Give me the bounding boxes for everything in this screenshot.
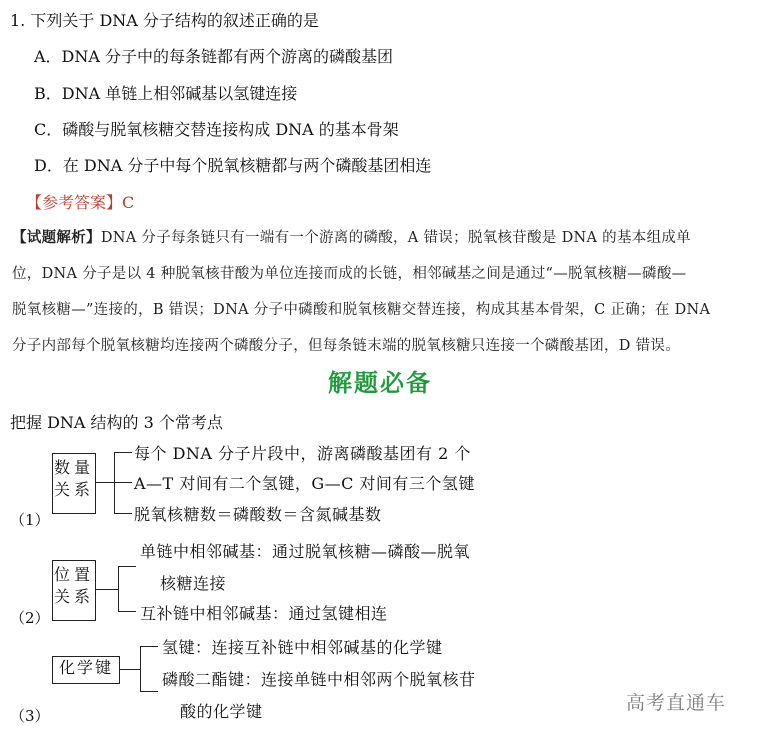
point-2-label-line-1: 位置 — [53, 565, 94, 584]
analysis-line-1-text: DNA 分子每条链只有一端有一个游离的磷酸，A 错误；脱氧核苷酸是 DNA 的基本组成单 — [100, 230, 691, 246]
reference-answer: 【参考答案】C — [26, 193, 135, 212]
point-2-bracket-vertical — [118, 566, 119, 612]
point-3-label-box — [52, 656, 120, 684]
point-1-label-box — [52, 453, 96, 514]
point-3-bracket-bottom — [140, 691, 158, 692]
point-1-bracket-middle — [114, 482, 132, 483]
point-3-item-3: 酸的化学键 — [180, 702, 263, 721]
point-3-label-line-1: 化学键 — [58, 658, 113, 677]
analysis-line-3: 脱氧核糖—”连接的，B 错误；DNA 分子中磷酸和脱氧核糖交替连接，构成其基本骨架，C 正确；在 DNA — [12, 302, 711, 318]
watermark: 高考直通车 — [626, 692, 727, 714]
analysis-line-1 — [12, 226, 691, 247]
point-3-bracket-vertical — [140, 646, 141, 692]
option-b: B．DNA 单链上相邻碱基以氢键连接 — [34, 84, 298, 103]
point-2-label-line-2: 关系 — [53, 587, 94, 606]
point-2-item-1: 单链中相邻碱基：通过脱氧核糖—磷酸—脱氧 — [140, 542, 471, 561]
point-3-item-2: 磷酸二酯键：连接单链中相邻两个脱氧核苷 — [162, 670, 476, 689]
question-text: 下列关于 DNA 分子结构的叙述正确的是 — [30, 11, 319, 30]
point-1-label-line-1: 数量 — [53, 458, 94, 477]
point-1-connector — [96, 482, 114, 483]
point-3-item-1: 氢键：连接互补链中相邻碱基的化学键 — [162, 638, 443, 657]
analysis-line-2: 位，DNA 分子是以 4 种脱氧核苷酸为单位连接而成的长链，相邻碱基之间是通过“—脱氧核糖—磷酸— — [12, 266, 687, 282]
point-2-label-box — [52, 560, 96, 621]
point-2-bracket-top — [118, 566, 136, 567]
point-1-index: （1） — [10, 511, 50, 529]
question-number: 1. — [10, 11, 26, 30]
point-3-index: （3） — [10, 707, 50, 725]
section-heading: 解题必备 — [328, 368, 432, 397]
point-2-index: （2） — [10, 609, 50, 627]
option-d: D．在 DNA 分子中每个脱氧核糖都与两个磷酸基团相连 — [34, 156, 432, 175]
point-2-connector — [96, 589, 118, 590]
option-a: A．DNA 分子中的每条链都有两个游离的磷酸基团 — [34, 47, 394, 66]
point-2-item-2: 核糖连接 — [160, 574, 227, 593]
analysis-tag: 【试题解析】 — [12, 229, 101, 246]
section-intro: 把握 DNA 结构的 3 个常考点 — [10, 413, 223, 432]
question-stem — [10, 8, 319, 31]
point-1-item-1: 每个 DNA 分子片段中，游离磷酸基团有 2 个 — [134, 444, 471, 463]
point-1-bracket-top — [114, 452, 132, 453]
point-1-bracket-vertical — [114, 452, 115, 514]
analysis-line-4: 分子内部每个脱氧核糖均连接两个磷酸分子，但每条链末端的脱氧核糖只连接一个磷酸基团，D 错误。 — [12, 338, 681, 354]
point-3-connector — [120, 669, 140, 670]
point-1-item-2: A—T 对间有二个氢键，G—C 对间有三个氢键 — [134, 474, 475, 493]
option-c: C．磷酸与脱氧核糖交替连接构成 DNA 的基本骨架 — [34, 120, 399, 139]
point-2-item-3: 互补链中相邻碱基：通过氢键相连 — [140, 604, 388, 623]
point-2-bracket-bottom — [118, 611, 136, 612]
point-1-bracket-bottom — [114, 513, 132, 514]
point-3-bracket-top — [140, 646, 158, 647]
point-1-item-3: 脱氧核糖数＝磷酸数＝含氮碱基数 — [134, 505, 382, 524]
point-1-label-line-2: 关系 — [53, 480, 94, 499]
